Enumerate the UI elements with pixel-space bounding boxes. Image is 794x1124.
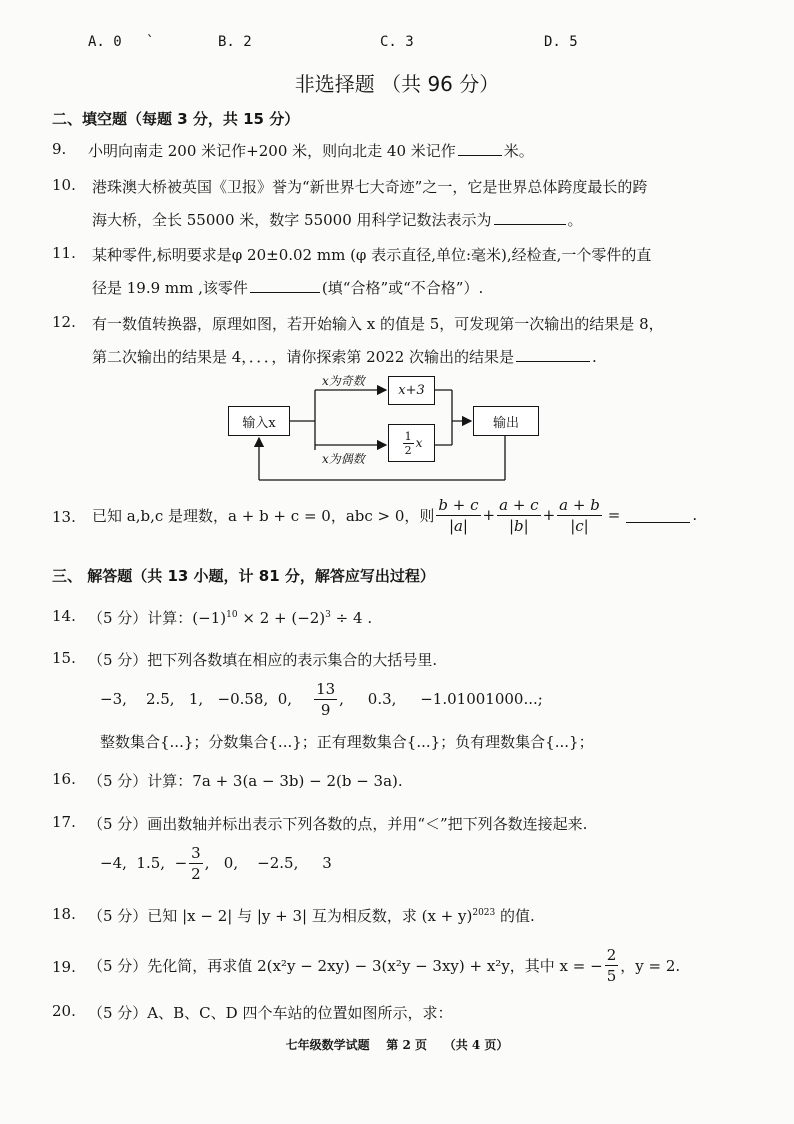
q13-frac2 xyxy=(497,495,540,536)
q9-number: 9. xyxy=(52,140,67,158)
q13-frac2-num: a + c xyxy=(499,495,539,514)
q18-line xyxy=(88,905,535,926)
q15-numbers xyxy=(100,674,543,724)
part-title: 非选择题 （共 96 分） xyxy=(294,72,500,96)
q17-nums-b: , 0, −2.5, 3 xyxy=(204,854,332,872)
q14-end: ÷ 4 . xyxy=(330,609,373,627)
section-2-title: 二、填空题（每题 3 分，共 15 分） xyxy=(52,110,300,128)
q13-frac3-num: a + b xyxy=(559,495,600,514)
q17-nums-a: −4, 1.5, − xyxy=(100,854,188,872)
q15-frac-num: 13 xyxy=(316,679,336,698)
q15-sets: 整数集合{...}；分数集合{...}；正有理数集合{...}；负有理数集合{...}； xyxy=(100,733,594,751)
q14-line xyxy=(88,607,372,628)
option-d: D. 5 xyxy=(544,34,578,50)
q20-number: 20. xyxy=(52,1002,76,1020)
q17-line1: （5 分）画出数轴并标出表示下列各数的点，并用“＜”把下列各数连接起来. xyxy=(88,815,588,833)
q11-number: 11. xyxy=(52,244,76,262)
q17-fraction xyxy=(189,843,203,884)
q11-hint: (填“合格”或“不合格”）. xyxy=(321,279,484,297)
flow-input-box: 输入x xyxy=(228,406,290,436)
flow-half-num: 1 xyxy=(404,429,412,443)
page-footer: 七年级数学试题 第 2 页 （共 4 页） xyxy=(285,1038,509,1052)
q13-line xyxy=(92,490,697,540)
q13-frac3-den: |c| xyxy=(570,516,589,535)
q16-number: 16. xyxy=(52,770,76,788)
q12-text: 第二次输出的结果是 4，．．．，请你探索第 2022 次输出的结果是 xyxy=(92,348,515,366)
q15-line1: （5 分）把下列各数填在相应的表示集合的大括号里. xyxy=(88,651,438,669)
q15-nums-a: −3, 2.5, 1, −0.58, 0, xyxy=(100,690,293,708)
option-a: A. 0 xyxy=(88,34,122,50)
q11-text: 径是 19.9 mm ,该零件 xyxy=(92,279,248,297)
q13-equals: = xyxy=(607,506,621,524)
q13-blank xyxy=(626,508,690,523)
q12-line1: 有一数值转换器，原理如图，若开始输入 x 的值是 5，可发现第一次输出的结果是 8， xyxy=(92,315,664,333)
q17-number: 17. xyxy=(52,813,76,831)
q9-unit: 米。 xyxy=(503,142,534,160)
q13-text: 已知 a,b,c 是理数，a + b + c = 0，abc > 0，则 xyxy=(92,506,435,525)
q13-frac1-num: b + c xyxy=(438,495,479,514)
q13-frac2-den: |b| xyxy=(508,516,529,535)
q17-frac-den: 2 xyxy=(191,864,201,883)
q15-fraction xyxy=(314,679,337,720)
q14-exp1: 10 xyxy=(226,610,238,620)
q15-number: 15. xyxy=(52,649,76,667)
q18-exp: 2023 xyxy=(472,908,496,918)
q19-number: 19. xyxy=(52,958,76,976)
q16-text: （5 分）计算：7a + 3(a − 3b) − 2(b − 3a). xyxy=(88,772,403,790)
flow-half-box xyxy=(388,424,435,462)
q13-number: 13. xyxy=(52,508,76,526)
option-c: C. 3 xyxy=(380,34,414,50)
flow-half-den: 2 xyxy=(404,443,412,457)
q15-frac-den: 9 xyxy=(320,700,331,719)
q18-text: （5 分）已知 |x − 2| 与 |y + 3| 互为相反数，求 (x + y) xyxy=(88,907,473,925)
q10-text: 海大桥，全长 55000 米，数字 55000 用科学记数法表示为 xyxy=(92,211,492,229)
q17-frac-num: 3 xyxy=(191,843,201,862)
flow-even-label: x为偶数 xyxy=(322,452,365,466)
option-b: B. 2 xyxy=(218,34,252,50)
q13-end: . xyxy=(692,506,698,524)
q10-number: 10. xyxy=(52,176,76,194)
q13-frac3 xyxy=(557,495,602,536)
q17-numbers xyxy=(100,838,332,888)
section-3-title: 三、 解答题（共 13 小题，计 81 分，解答应写出过程） xyxy=(52,567,435,585)
flow-half-fraction xyxy=(403,430,414,457)
flow-output-box: 输出 xyxy=(473,406,539,436)
flow-odd-label: x为奇数 xyxy=(322,374,365,388)
option-a-mark: ` xyxy=(146,34,155,50)
q19-frac-den: 5 xyxy=(606,966,617,985)
q13-plus2: + xyxy=(542,506,556,524)
q18-end: 的值. xyxy=(495,907,535,925)
q18-number: 18. xyxy=(52,905,76,923)
flow-odd-box: x+3 xyxy=(388,376,435,405)
q12-number: 12. xyxy=(52,313,76,331)
q10-line1: 港珠澳大桥被英国《卫报》誉为“新世界七大奇迹”之一，它是世界总体跨度最长的跨 xyxy=(92,178,648,196)
flow-half-var: x xyxy=(415,436,423,450)
q11-line1: 某种零件,标明要求是φ 20±0.02 mm (φ 表示直径,单位:毫米),经检查,一个零件的直 xyxy=(92,246,652,264)
q10-end: 。 xyxy=(567,211,583,229)
q14-mid: × 2 + (−2) xyxy=(237,609,326,627)
q20-text: （5 分）A、B、C、D 四个车站的位置如图所示，求： xyxy=(88,1004,453,1022)
q19-line xyxy=(88,940,680,990)
q14-text: （5 分）计算：(−1) xyxy=(88,609,227,627)
q13-frac1 xyxy=(436,495,480,536)
q19-fraction xyxy=(605,945,619,986)
q14-number: 14. xyxy=(52,607,76,625)
q19-text: （5 分）先化简，再求值 2(x²y − 2xy) − 3(x²y − 3xy) + x²y，其中 x = − xyxy=(88,956,603,975)
q19-frac-num: 2 xyxy=(606,945,617,964)
q12-end: . xyxy=(592,348,597,366)
q19-end: ，y = 2. xyxy=(620,956,681,975)
q13-plus1: + xyxy=(482,506,496,524)
q15-nums-b: , 0.3, −1.01001000...; xyxy=(339,690,543,708)
q13-frac1-den: |a| xyxy=(448,516,468,535)
q9-text: 小明向南走 200 米记作+200 米，则向北走 40 米记作 xyxy=(88,142,456,160)
q14-exp2: 3 xyxy=(325,610,331,620)
